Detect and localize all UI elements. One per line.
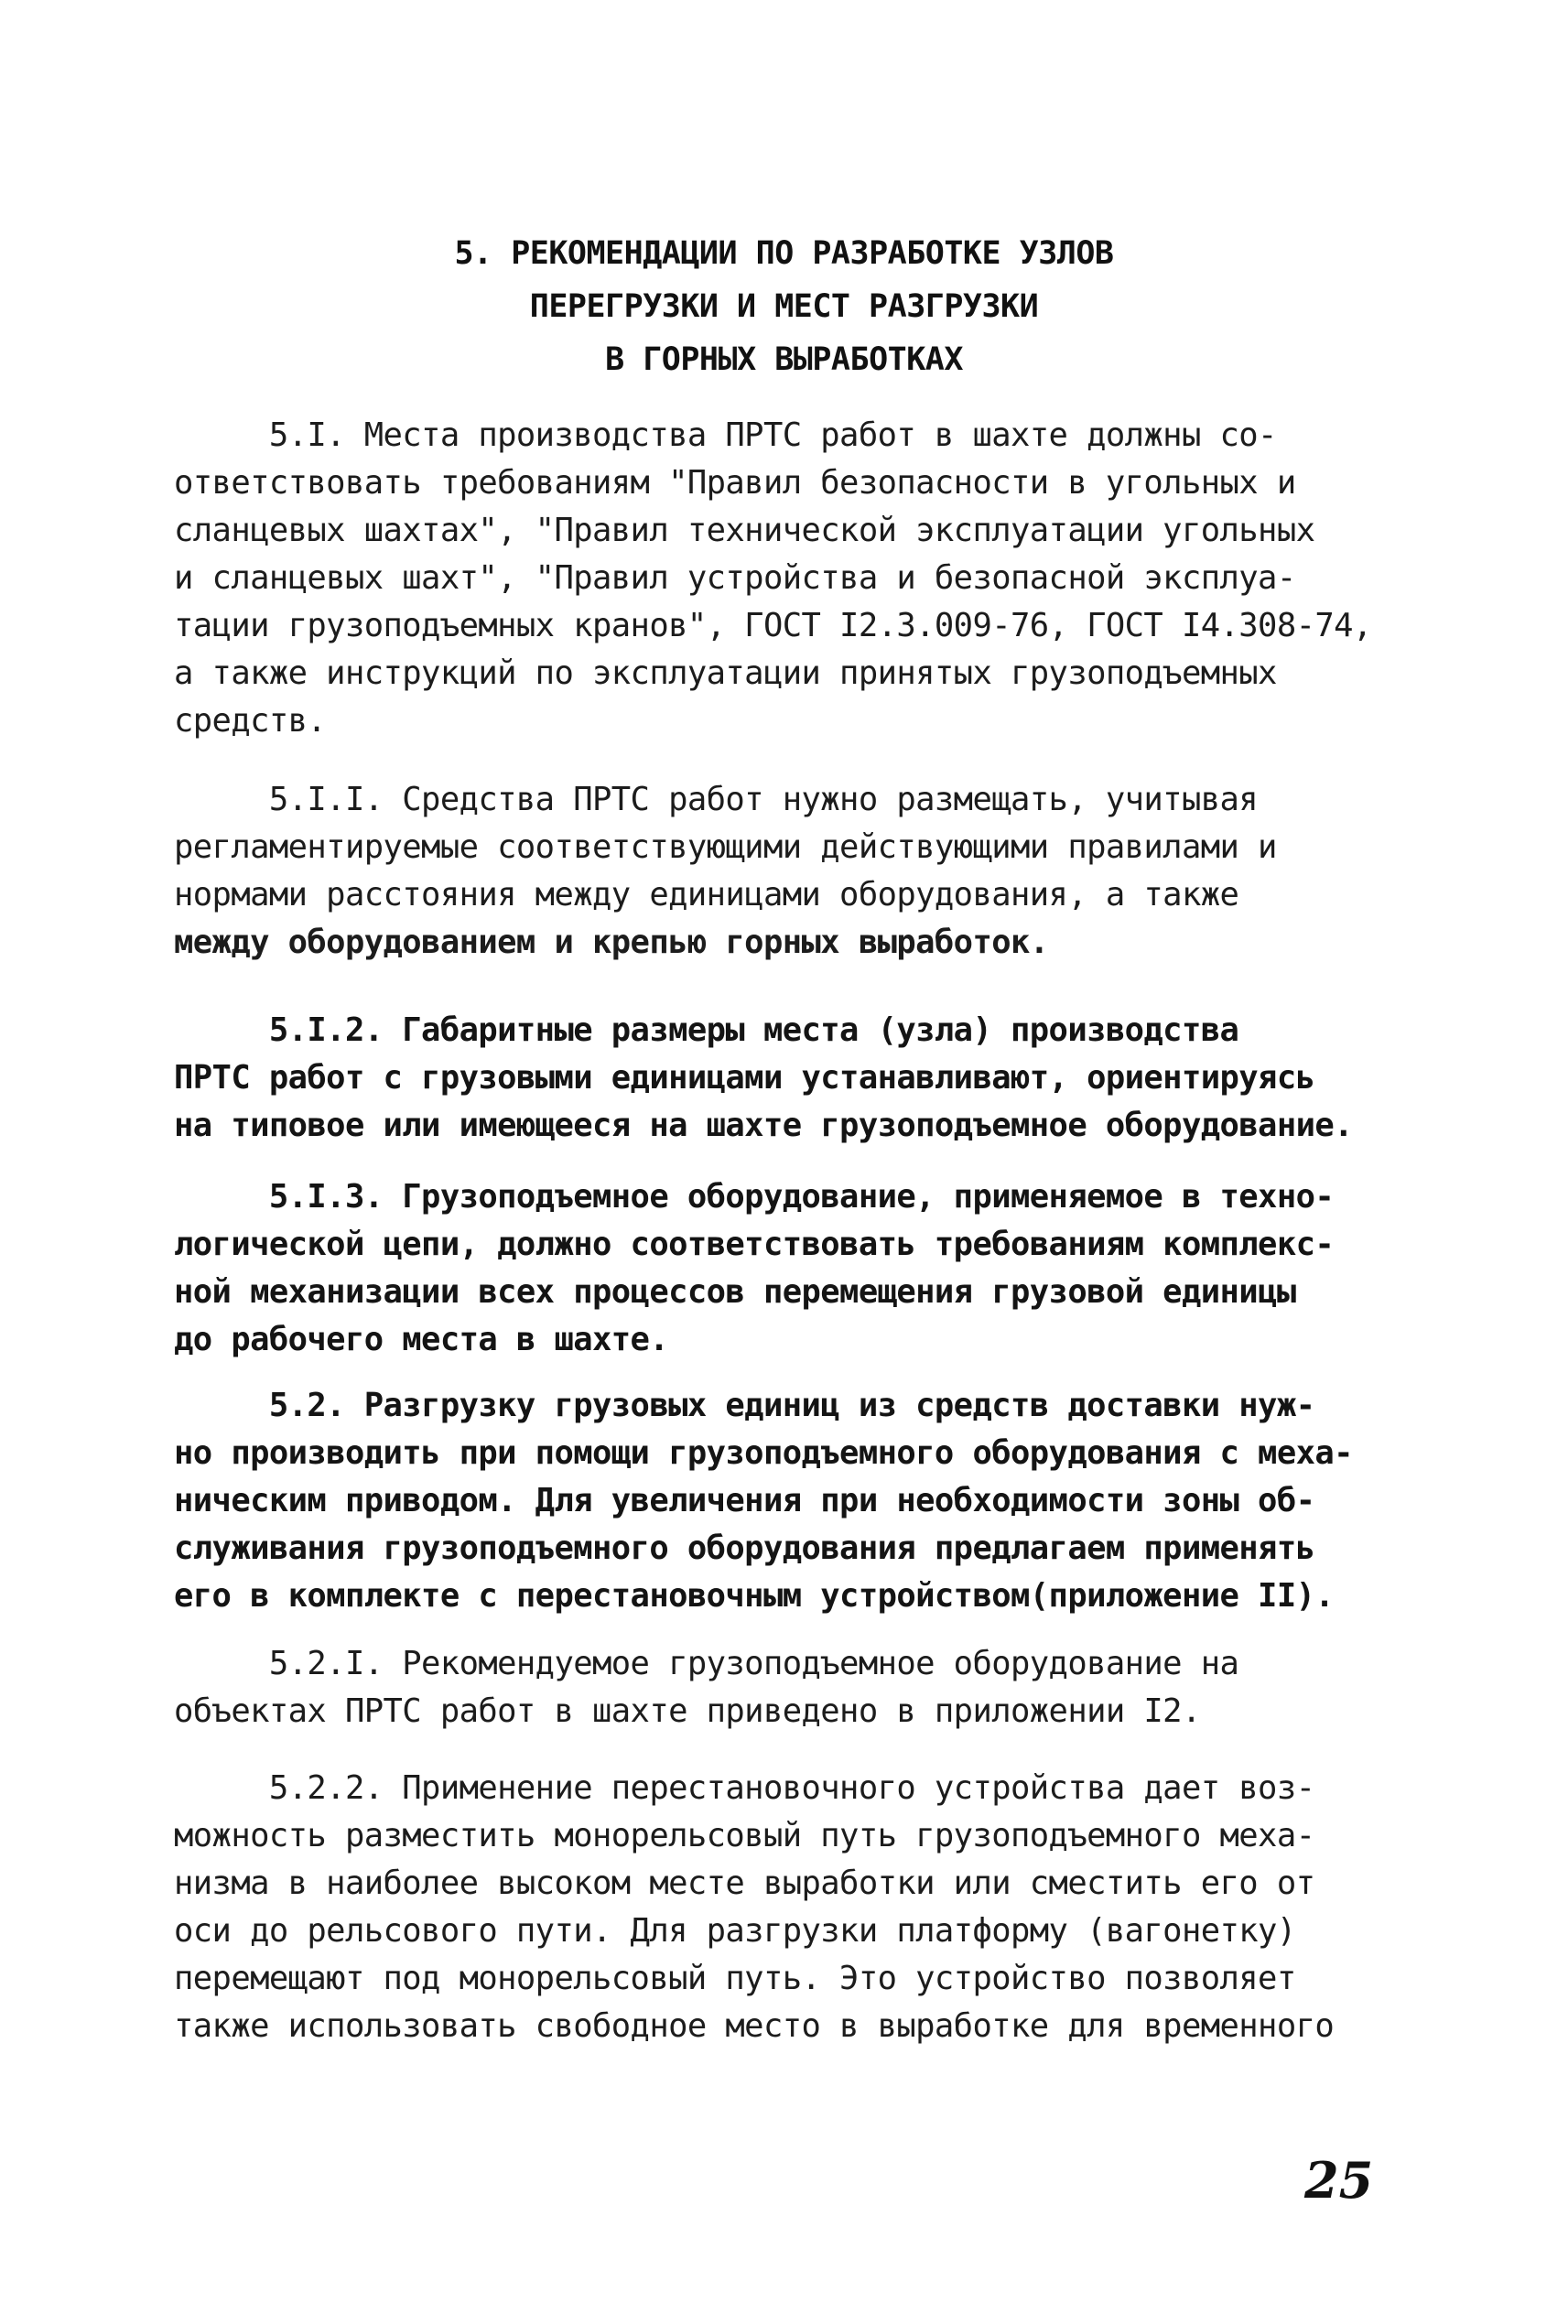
text-line: 5.2.I. Рекомендуемое грузоподъемное оборудование на (174, 1645, 1239, 1682)
section-heading (0, 227, 1568, 386)
heading-line: В ГОРНЫХ ВЫРАБОТКАХ (605, 341, 963, 378)
text-line: 5.2. Разгрузку грузовых единиц из средств доставки нуж- (174, 1387, 1315, 1424)
text-line: объектах ПРТС работ в шахте приведено в приложении I2. (174, 1692, 1201, 1730)
text-line: можность разместить монорельсовый путь грузоподъемного меха- (174, 1817, 1315, 1854)
text-line: оси до рельсового пути. Для разгрузки платформу (вагонетку) (174, 1912, 1296, 1950)
paragraph-5-2-1 (174, 1640, 1419, 1735)
text-line: 5.I.I. Средства ПРТС работ нужно размещать, учитывая (174, 781, 1259, 818)
page-number: 25 (1304, 2151, 1374, 2210)
paragraph-5-1-2 (174, 1007, 1419, 1150)
text-line: сланцевых шахтах", "Правил технической эксплуатации угольных (174, 512, 1315, 549)
heading-line: ПЕРЕГРУЗКИ И МЕСТ РАЗГРУЗКИ (529, 288, 1039, 325)
text-line: ной механизации всех процессов перемещения грузовой единицы (174, 1273, 1296, 1311)
text-line: низма в наиболее высоком месте выработки или сместить его от (174, 1865, 1315, 1902)
text-line: регламентируемые соответствующими действующими правилами и (174, 828, 1277, 866)
text-line: на типовое или имеющееся на шахте грузоподъемное оборудование. (174, 1107, 1353, 1144)
text-line: но производить при помощи грузоподъемного оборудования с меха- (174, 1434, 1353, 1472)
text-line: 5.I.3. Грузоподъемное оборудование, применяемое в техно- (174, 1178, 1335, 1216)
text-line: а также инструкций по эксплуатации принятых грузоподъемных (174, 654, 1277, 692)
text-line: ПРТС работ с грузовыми единицами устанавливают, ориентируясь (174, 1059, 1315, 1097)
paragraph-5-1 (174, 412, 1419, 745)
text-line: служивания грузоподъемного оборудования предлагаем применять (174, 1530, 1315, 1567)
heading-line: 5. РЕКОМЕНДАЦИИ ПО РАЗРАБОТКЕ УЗЛОВ (454, 235, 1114, 272)
text-line: до рабочего места в шахте. (174, 1321, 669, 1358)
text-line: тации грузоподъемных кранов", ГОСТ I2.3.009-76, ГОСТ I4.308-74, (174, 607, 1372, 644)
text-line: его в комплекте с перестановочным устройством(приложение II). (174, 1577, 1335, 1615)
paragraph-5-2-2 (174, 1765, 1419, 2050)
text-line: между оборудованием и крепью горных выработок. (174, 924, 1049, 961)
text-line: нормами расстояния между единицами оборудования, а также (174, 876, 1239, 913)
text-line: логической цепи, должно соответствовать требованиям комплекс- (174, 1226, 1335, 1263)
text-line: перемещают под монорельсовый путь. Это устройство позволяет (174, 1960, 1296, 1997)
text-line: ническим приводом. Для увеличения при необходимости зоны об- (174, 1482, 1315, 1519)
text-line: 5.I. Места производства ПРТС работ в шахте должны со- (174, 416, 1277, 454)
paragraph-5-1-1 (174, 776, 1419, 967)
text-line: также использовать свободное место в выработке для временного (174, 2007, 1335, 2045)
text-line: 5.2.2. Применение перестановочного устройства дает воз- (174, 1769, 1315, 1807)
text-line: 5.I.2. Габаритные размеры места (узла) производства (174, 1011, 1239, 1049)
text-line: средств. (174, 702, 327, 740)
paragraph-5-2 (174, 1382, 1419, 1620)
text-line: ответствовать требованиям "Правил безопасности в угольных и (174, 464, 1296, 502)
paragraph-5-1-3 (174, 1173, 1419, 1364)
text-line: и сланцевых шахт", "Правил устройства и безопасной эксплуа- (174, 559, 1296, 597)
